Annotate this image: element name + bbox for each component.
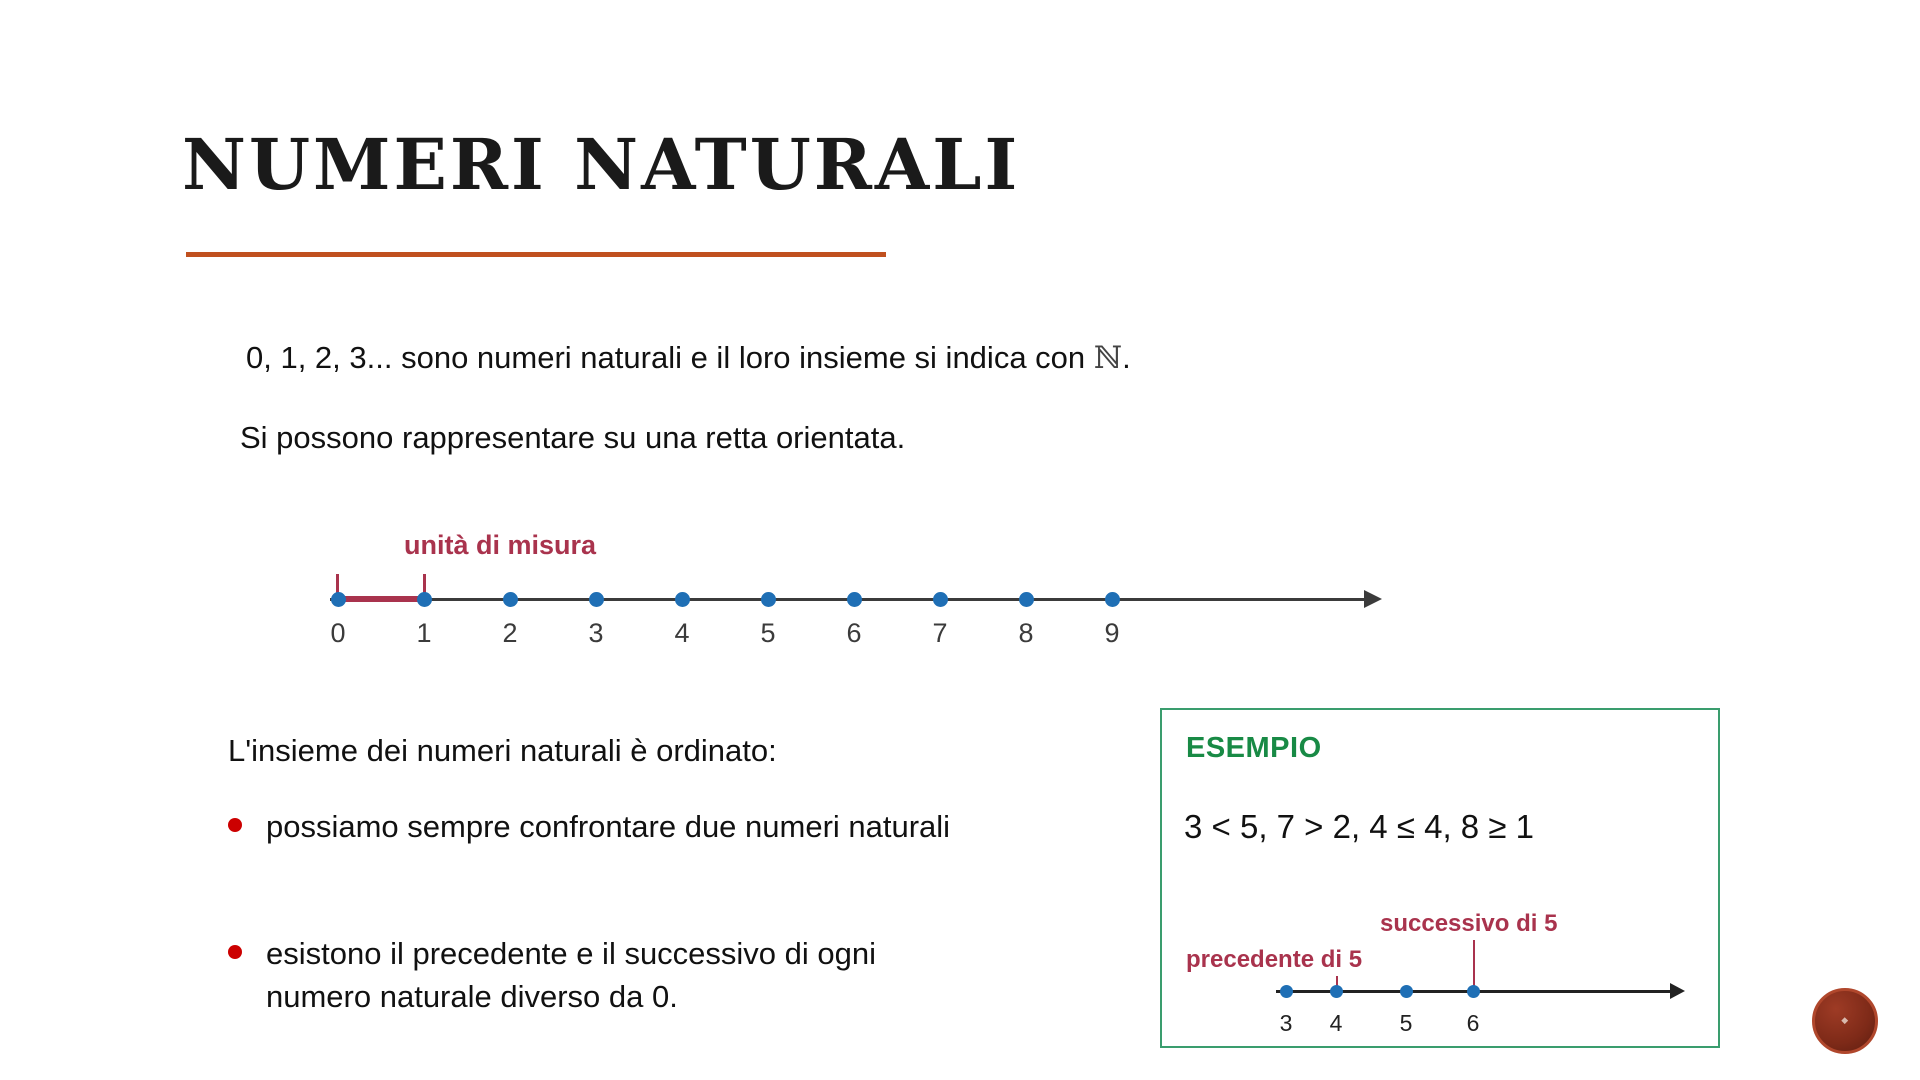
example-number-line-dot [1400, 985, 1413, 998]
number-line-tick-label: 5 [760, 618, 776, 648]
example-number-line-dot [1467, 985, 1480, 998]
natural-numbers-symbol: ℕ [1093, 340, 1123, 376]
page-title: NUMERI NATURALI [182, 123, 1021, 206]
number-line-arrow-icon [1364, 590, 1382, 608]
number-line-tick-label: 6 [846, 618, 862, 648]
number-line-dot [589, 592, 604, 607]
example-number-line-arrow-icon [1670, 983, 1685, 999]
number-line-dot [761, 592, 776, 607]
ordered-set-heading: L'insieme dei numeri naturali è ordinato: [228, 733, 777, 768]
intro-paragraph-2: Si possono rappresentare su una retta orientata. [240, 420, 906, 455]
bullet-dot-icon [228, 945, 242, 959]
number-line-tick-label: 2 [502, 618, 518, 648]
number-line-tick-label: 9 [1104, 618, 1120, 648]
number-line-tick-label: 8 [1018, 618, 1034, 648]
example-tick-label: 3 [1279, 1010, 1293, 1036]
number-line-dot [417, 592, 432, 607]
list-item [228, 805, 988, 848]
intro-paragraph-1-text: 0, 1, 2, 3... sono numeri naturali e il loro insieme si indica con [246, 340, 1094, 375]
example-tick-label: 5 [1399, 1010, 1413, 1036]
example-title: ESEMPIO [1186, 732, 1322, 764]
number-line-tick-label: 4 [674, 618, 690, 648]
list-item [228, 932, 988, 1019]
example-number-line-dot [1330, 985, 1343, 998]
number-line-tick-label: 1 [416, 618, 432, 648]
number-line-tick-label: 3 [588, 618, 604, 648]
successor-callout-label: successivo di 5 [1380, 910, 1558, 937]
publisher-seal-logo [1812, 988, 1878, 1054]
intro-paragraph-1-period: . [1122, 340, 1131, 375]
example-number-line-figure [1172, 890, 1712, 1040]
example-tick-label: 4 [1329, 1010, 1343, 1036]
unit-of-measure-label: unità di misura [404, 530, 597, 560]
number-line-dot [933, 592, 948, 607]
list-item-label: possiamo sempre confrontare due numeri naturali [266, 809, 951, 844]
example-box [1160, 708, 1720, 1048]
title-underline [186, 252, 886, 257]
number-line-tick-label: 0 [330, 618, 346, 648]
example-inequalities: 3 < 5, 7 > 2, 4 ≤ 4, 8 ≥ 1 [1184, 808, 1534, 845]
intro-paragraph-1 [246, 340, 1131, 376]
number-line-figure [300, 530, 1390, 660]
number-line-tick-label: 7 [932, 618, 948, 648]
example-tick-label: 6 [1466, 1010, 1480, 1036]
number-line-dot [1019, 592, 1034, 607]
bullet-dot-icon [228, 818, 242, 832]
publisher-seal-text: ◆ [1841, 1015, 1849, 1026]
example-number-line-dot [1280, 985, 1293, 998]
number-line-dot [503, 592, 518, 607]
number-line-dot [847, 592, 862, 607]
predecessor-callout-label: precedente di 5 [1186, 946, 1363, 973]
number-line-dot [675, 592, 690, 607]
number-line-dot [1105, 592, 1120, 607]
list-item-label: esistono il precedente e il successivo di ogni numero naturale diverso da 0. [266, 936, 877, 1015]
number-line-dot [331, 592, 346, 607]
unit-segment [336, 596, 426, 602]
